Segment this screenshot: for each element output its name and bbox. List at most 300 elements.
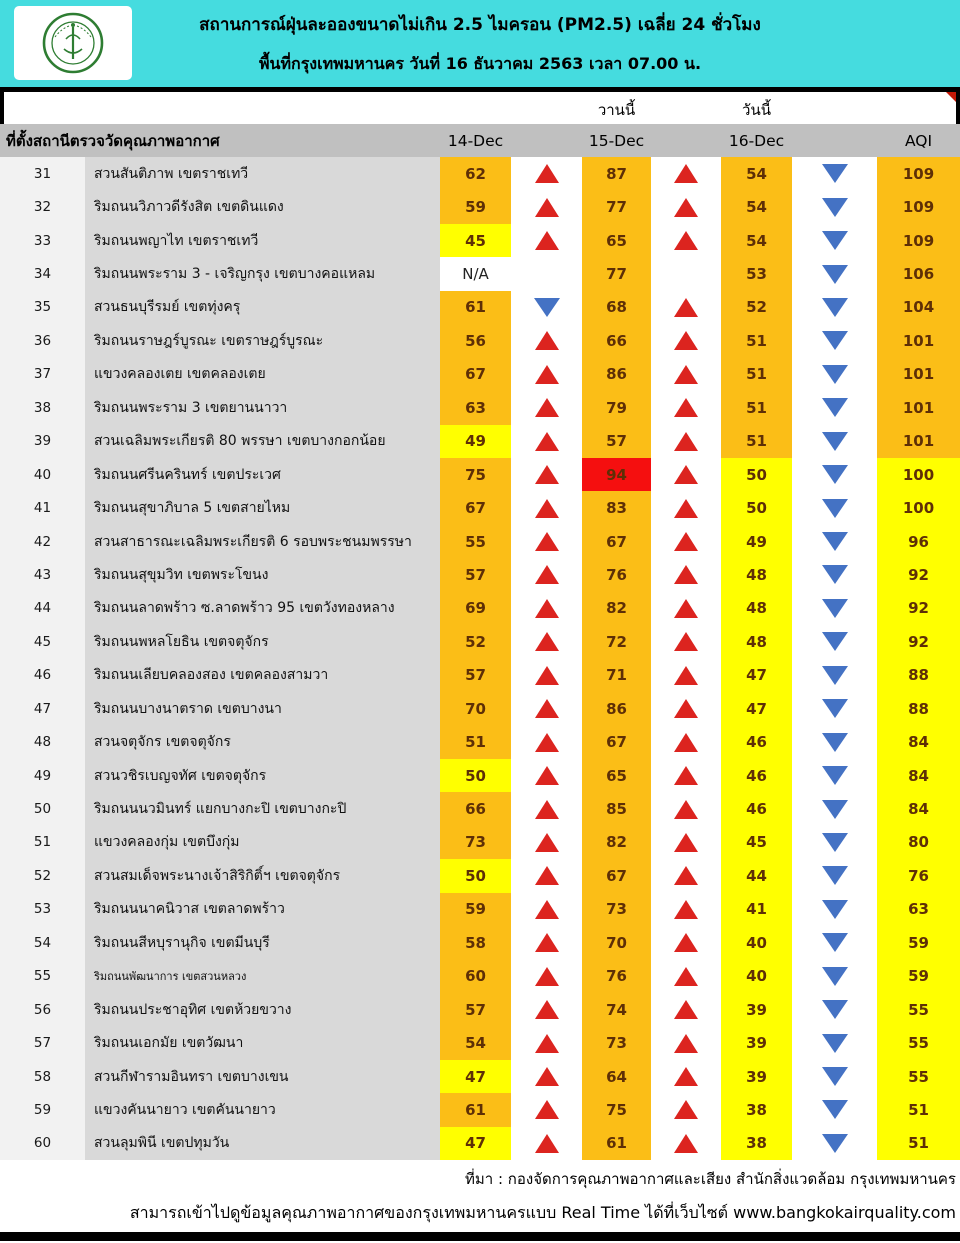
trend-up-icon [651,1093,721,1126]
trend-up-icon [651,926,721,959]
value-aqi: 109 [877,157,960,190]
trend-up-icon [511,425,582,458]
trend-up-icon [651,893,721,926]
trend-down-icon [792,826,877,859]
value-16dec: 52 [721,291,792,324]
table-header [0,124,960,157]
value-15dec: 70 [582,926,651,959]
station-name: ริมถนนเลียบคลองสอง เขตคลองสามวา [85,659,440,692]
station-number: 31 [0,157,85,190]
station-number: 56 [0,993,85,1026]
trend-up-icon [651,525,721,558]
value-aqi: 101 [877,391,960,424]
column-station: ที่ตั้งสถานีตรวจวัดคุณภาพอากาศ [6,131,220,150]
table-row [0,659,960,692]
value-aqi: 106 [877,257,960,290]
station-name: สวนสมเด็จพระนางเจ้าสิริกิติ์ฯ เขตจตุจักร [85,859,440,892]
trend-down-icon [792,324,877,357]
value-14dec: 57 [440,659,511,692]
station-number: 42 [0,525,85,558]
trend-down-icon [792,224,877,257]
trend-down-icon [792,893,877,926]
station-number: 36 [0,324,85,357]
value-aqi: 92 [877,558,960,591]
value-14dec: 55 [440,525,511,558]
table-row [0,157,960,190]
trend-up-icon [651,792,721,825]
value-aqi: 96 [877,525,960,558]
value-14dec: 59 [440,893,511,926]
table-row [0,893,960,926]
table-row [0,1093,960,1126]
station-number: 47 [0,692,85,725]
table-row [0,759,960,792]
value-15dec: 83 [582,491,651,524]
trend-down-icon [511,291,582,324]
value-15dec: 72 [582,625,651,658]
value-14dec: 58 [440,926,511,959]
value-14dec: 62 [440,157,511,190]
trend-up-icon [511,358,582,391]
value-15dec: 65 [582,224,651,257]
value-16dec: 51 [721,324,792,357]
value-aqi: 104 [877,291,960,324]
value-16dec: 49 [721,525,792,558]
station-name: ริมถนนพระราม 3 เขตยานนาวา [85,391,440,424]
trend-down-icon [792,491,877,524]
trend-down-icon [792,391,877,424]
value-16dec: 39 [721,993,792,1026]
value-16dec: 41 [721,893,792,926]
station-name: ริมถนนศรีนครินทร์ เขตประเวศ [85,458,440,491]
station-number: 33 [0,224,85,257]
value-15dec: 65 [582,759,651,792]
trend-up-icon [511,458,582,491]
trend-up-icon [511,659,582,692]
value-16dec: 48 [721,625,792,658]
table-row [0,826,960,859]
value-aqi: 109 [877,224,960,257]
value-16dec: 51 [721,425,792,458]
table-body [0,157,960,1160]
value-15dec: 66 [582,324,651,357]
day-labels-band [0,92,960,124]
trend-up-icon [651,859,721,892]
value-15dec: 87 [582,157,651,190]
value-aqi: 100 [877,458,960,491]
value-aqi: 101 [877,425,960,458]
column-15dec: 15-Dec [588,131,645,150]
station-number: 52 [0,859,85,892]
station-number: 53 [0,893,85,926]
trend-down-icon [792,725,877,758]
trend-up-icon [511,960,582,993]
value-16dec: 48 [721,558,792,591]
trend-down-icon [792,926,877,959]
trend-down-icon [792,525,877,558]
value-14dec: 59 [440,190,511,223]
value-14dec: 61 [440,291,511,324]
value-14dec: 73 [440,826,511,859]
value-15dec: 77 [582,257,651,290]
trend-up-icon [651,960,721,993]
trend-up-icon [651,659,721,692]
trend-up-icon [511,859,582,892]
table-row [0,1127,960,1160]
value-14dec: 63 [440,391,511,424]
realtime-note: สามารถเข้าไปดูข้อมูลคุณภาพอากาศของกรุงเทพมหานครแบบ Real Time ได้ที่เว็บไซต์ www.bangkokairquality.com [129,1203,956,1222]
table-row [0,425,960,458]
station-number: 48 [0,725,85,758]
value-14dec: 45 [440,224,511,257]
trend-up-icon [651,224,721,257]
trend-down-icon [792,558,877,591]
trend-up-icon [651,425,721,458]
value-16dec: 44 [721,859,792,892]
station-number: 54 [0,926,85,959]
table-row [0,592,960,625]
station-number: 35 [0,291,85,324]
trend-up-icon [651,391,721,424]
value-16dec: 50 [721,491,792,524]
value-16dec: 47 [721,659,792,692]
station-name: แขวงคลองกุ่ม เขตบึงกุ่ม [85,826,440,859]
trend-down-icon [792,625,877,658]
value-15dec: 94 [582,458,651,491]
value-15dec: 57 [582,425,651,458]
trend-up-icon [511,1127,582,1160]
value-15dec: 86 [582,692,651,725]
value-15dec: 82 [582,826,651,859]
value-16dec: 53 [721,257,792,290]
table-row [0,1060,960,1093]
trend-empty [651,257,721,290]
value-aqi: 76 [877,859,960,892]
trend-up-icon [651,458,721,491]
trend-up-icon [511,926,582,959]
value-14dec: 67 [440,358,511,391]
value-aqi: 100 [877,491,960,524]
yesterday-label: วานนี้ [597,101,636,119]
trend-down-icon [792,458,877,491]
value-15dec: 85 [582,792,651,825]
table-row [0,525,960,558]
table-row [0,291,960,324]
trend-down-icon [792,1060,877,1093]
report-banner [0,0,960,87]
value-14dec: 57 [440,993,511,1026]
value-15dec: 67 [582,725,651,758]
table-row [0,491,960,524]
trend-up-icon [651,190,721,223]
trend-up-icon [651,759,721,792]
trend-up-icon [651,157,721,190]
value-16dec: 40 [721,926,792,959]
value-14dec: 61 [440,1093,511,1126]
trend-down-icon [792,592,877,625]
value-aqi: 88 [877,692,960,725]
value-14dec: 52 [440,625,511,658]
value-16dec: 45 [721,826,792,859]
trend-down-icon [792,257,877,290]
comment-marker-icon [946,92,956,102]
station-number: 44 [0,592,85,625]
table-row [0,926,960,959]
value-16dec: 51 [721,391,792,424]
value-15dec: 68 [582,291,651,324]
value-aqi: 51 [877,1127,960,1160]
value-aqi: 84 [877,792,960,825]
value-aqi: 55 [877,993,960,1026]
value-16dec: 50 [721,458,792,491]
trend-up-icon [511,893,582,926]
station-name: ริมถนนเอกมัย เขตวัฒนา [85,1026,440,1059]
table-row [0,1026,960,1059]
station-name: ริมถนนสุขาภิบาล 5 เขตสายไหม [85,491,440,524]
trend-up-icon [511,391,582,424]
table-row [0,725,960,758]
value-aqi: 59 [877,926,960,959]
value-16dec: 46 [721,725,792,758]
trend-up-icon [651,491,721,524]
bottom-bar [0,1232,960,1241]
trend-up-icon [511,725,582,758]
trend-down-icon [792,291,877,324]
value-16dec: 54 [721,157,792,190]
table-row [0,190,960,223]
value-aqi: 55 [877,1060,960,1093]
station-name: แขวงคลองเตย เขตคลองเตย [85,358,440,391]
station-number: 39 [0,425,85,458]
value-16dec: 38 [721,1127,792,1160]
value-aqi: 84 [877,725,960,758]
value-14dec: 70 [440,692,511,725]
station-name: ริมถนนสีหบุรานุกิจ เขตมีนบุรี [85,926,440,959]
station-number: 40 [0,458,85,491]
trend-up-icon [651,993,721,1026]
source-note: ที่มา : กองจัดการคุณภาพอากาศและเสียง สำนักสิ่งแวดล้อม กรุงเทพมหานคร [465,1170,956,1188]
value-14dec: 66 [440,792,511,825]
value-14dec: 54 [440,1026,511,1059]
trend-up-icon [511,692,582,725]
trend-down-icon [792,859,877,892]
value-16dec: 46 [721,759,792,792]
value-15dec: 76 [582,558,651,591]
trend-up-icon [511,792,582,825]
value-15dec: 73 [582,893,651,926]
value-aqi: 63 [877,893,960,926]
station-number: 38 [0,391,85,424]
station-number: 60 [0,1127,85,1160]
value-15dec: 67 [582,859,651,892]
trend-empty [511,257,582,290]
value-16dec: 38 [721,1093,792,1126]
trend-up-icon [511,190,582,223]
trend-up-icon [511,592,582,625]
value-14dec: 67 [440,491,511,524]
station-name: ริมถนนสุขุมวิท เขตพระโขนง [85,558,440,591]
station-number: 50 [0,792,85,825]
value-14dec: 75 [440,458,511,491]
column-aqi: AQI [904,131,933,150]
station-name: สวนวชิรเบญจทัศ เขตจตุจักร [85,759,440,792]
trend-up-icon [651,692,721,725]
value-15dec: 71 [582,659,651,692]
trend-down-icon [792,960,877,993]
station-number: 37 [0,358,85,391]
trend-down-icon [792,1127,877,1160]
trend-up-icon [511,224,582,257]
station-name: แขวงคันนายาว เขตคันนายาว [85,1093,440,1126]
value-16dec: 40 [721,960,792,993]
trend-up-icon [511,1026,582,1059]
trend-down-icon [792,1093,877,1126]
value-aqi: 55 [877,1026,960,1059]
station-name: ริมถนนพหลโยธิน เขตจตุจักร [85,625,440,658]
station-name: สวนกีฬารามอินทรา เขตบางเขน [85,1060,440,1093]
station-name: ริมถนนวิภาวดีรังสิต เขตดินแดง [85,190,440,223]
trend-up-icon [651,826,721,859]
trend-up-icon [511,1060,582,1093]
trend-down-icon [792,993,877,1026]
value-15dec: 79 [582,391,651,424]
value-15dec: 67 [582,525,651,558]
value-14dec: 47 [440,1127,511,1160]
trend-up-icon [511,826,582,859]
station-number: 32 [0,190,85,223]
value-14dec: 60 [440,960,511,993]
trend-up-icon [511,525,582,558]
station-name: สวนธนบุรีรมย์ เขตทุ่งครุ [85,291,440,324]
trend-up-icon [651,1127,721,1160]
trend-up-icon [651,1060,721,1093]
table-row [0,224,960,257]
value-aqi: 92 [877,625,960,658]
trend-up-icon [511,759,582,792]
value-aqi: 88 [877,659,960,692]
station-name: ริมถนนนวมินทร์ แยกบางกะปิ เขตบางกะปิ [85,792,440,825]
value-16dec: 54 [721,190,792,223]
station-number: 51 [0,826,85,859]
trend-up-icon [511,558,582,591]
station-name: ริมถนนบางนาตราด เขตบางนา [85,692,440,725]
trend-up-icon [651,324,721,357]
value-14dec: 47 [440,1060,511,1093]
station-name: ริมถนนประชาอุทิศ เขตห้วยขวาง [85,993,440,1026]
value-14dec: 69 [440,592,511,625]
value-15dec: 86 [582,358,651,391]
table-row [0,358,960,391]
station-name: สวนลุมพินี เขตปทุมวัน [85,1127,440,1160]
table-row [0,859,960,892]
station-name: สวนเฉลิมพระเกียรติ 80 พรรษา เขตบางกอกน้อย [85,425,440,458]
trend-up-icon [651,725,721,758]
station-name: สวนสันติภาพ เขตราชเทวี [85,157,440,190]
trend-up-icon [651,1026,721,1059]
value-16dec: 48 [721,592,792,625]
value-14dec: 56 [440,324,511,357]
trend-up-icon [651,558,721,591]
trend-down-icon [792,692,877,725]
report-footer [0,1160,960,1232]
station-number: 59 [0,1093,85,1126]
station-name: ริมถนนราษฎร์บูรณะ เขตราษฎร์บูรณะ [85,324,440,357]
trend-down-icon [792,190,877,223]
column-16dec: 16-Dec [728,131,785,150]
table-row [0,458,960,491]
value-14dec: N/A [440,257,511,290]
station-number: 43 [0,558,85,591]
today-label: วันนี้ [742,101,771,119]
value-aqi: 101 [877,324,960,357]
column-14dec: 14-Dec [447,131,504,150]
value-16dec: 39 [721,1026,792,1059]
table-row [0,625,960,658]
report-subtitle: พื้นที่กรุงเทพมหานคร วันที่ 16 ธันวาคม 2563 เวลา 07.00 น. [258,54,702,73]
value-aqi: 101 [877,358,960,391]
value-14dec: 50 [440,759,511,792]
station-name: สวนจตุจักร เขตจตุจักร [85,725,440,758]
trend-up-icon [511,1093,582,1126]
table-row [0,692,960,725]
station-number: 57 [0,1026,85,1059]
station-number: 41 [0,491,85,524]
trend-up-icon [651,625,721,658]
trend-up-icon [511,993,582,1026]
table-row [0,257,960,290]
value-14dec: 50 [440,859,511,892]
value-15dec: 64 [582,1060,651,1093]
value-aqi: 51 [877,1093,960,1126]
station-number: 58 [0,1060,85,1093]
station-name: ริมถนนพระราม 3 - เจริญกรุง เขตบางคอแหลม [85,257,440,290]
trend-down-icon [792,759,877,792]
station-name: ริมถนนพญาไท เขตราชเทวี [85,224,440,257]
trend-down-icon [792,1026,877,1059]
value-15dec: 61 [582,1127,651,1160]
value-14dec: 49 [440,425,511,458]
trend-up-icon [651,291,721,324]
trend-up-icon [651,592,721,625]
trend-down-icon [792,425,877,458]
trend-up-icon [511,491,582,524]
trend-down-icon [792,659,877,692]
table-row [0,960,960,993]
value-15dec: 74 [582,993,651,1026]
station-name: ริมถนนนาคนิวาส เขตลาดพร้าว [85,893,440,926]
value-16dec: 39 [721,1060,792,1093]
report-title: สถานการณ์ฝุ่นละอองขนาดไม่เกิน 2.5 ไมครอน (PM2.5) เฉลี่ย 24 ชั่วโมง [199,15,761,35]
value-aqi: 84 [877,759,960,792]
value-15dec: 73 [582,1026,651,1059]
station-number: 34 [0,257,85,290]
value-16dec: 47 [721,692,792,725]
station-number: 45 [0,625,85,658]
trend-up-icon [511,324,582,357]
station-name: ริมถนนพัฒนาการ เขตสวนหลวง [85,960,440,993]
station-number: 49 [0,759,85,792]
value-16dec: 51 [721,358,792,391]
trend-up-icon [511,625,582,658]
table-row [0,558,960,591]
trend-down-icon [792,792,877,825]
value-15dec: 77 [582,190,651,223]
table-row [0,391,960,424]
value-15dec: 75 [582,1093,651,1126]
value-15dec: 82 [582,592,651,625]
station-number: 46 [0,659,85,692]
value-16dec: 54 [721,224,792,257]
